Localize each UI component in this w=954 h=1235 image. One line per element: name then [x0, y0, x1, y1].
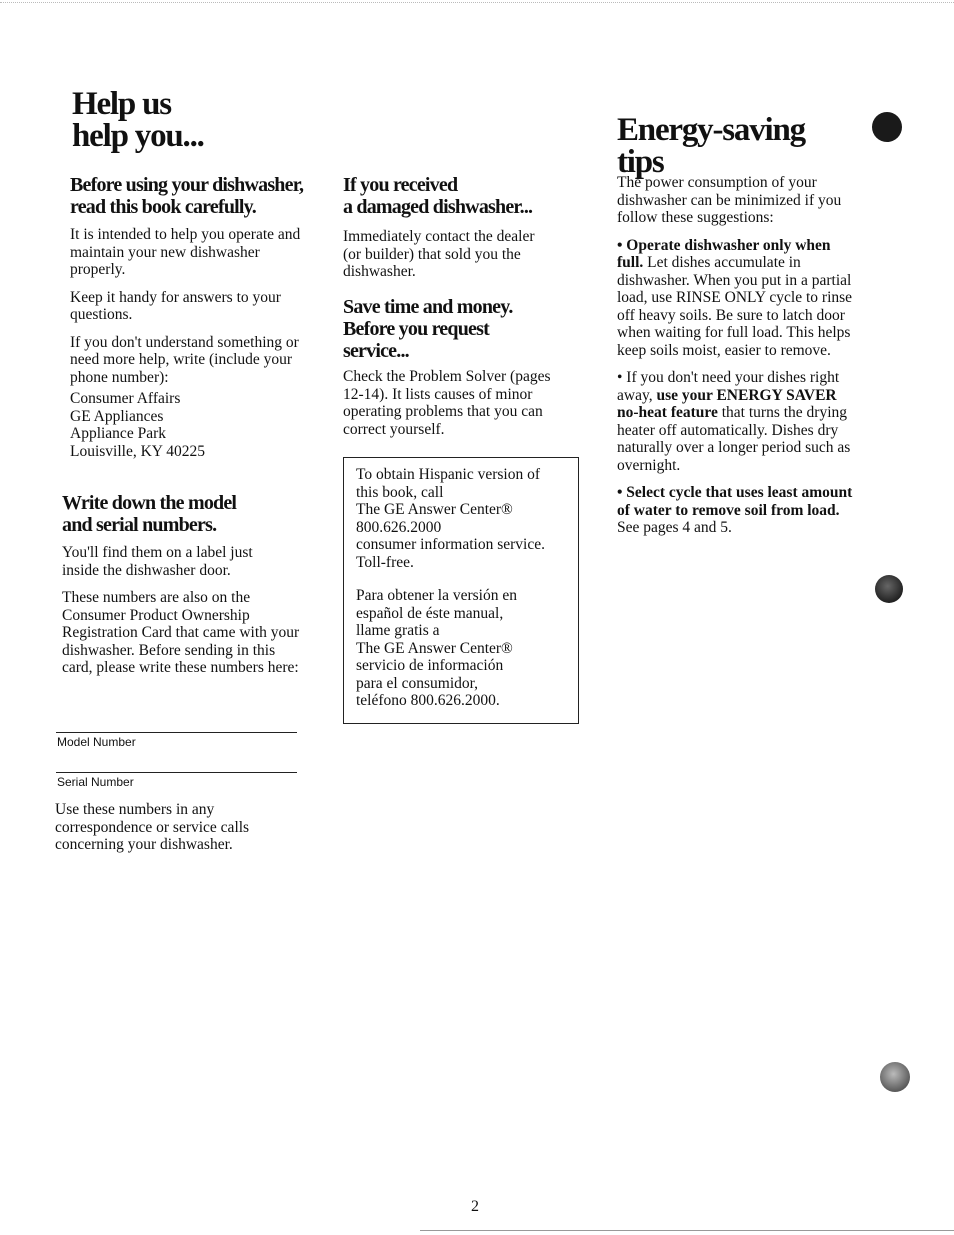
model-number-line	[56, 732, 297, 733]
serial-number-line	[56, 772, 297, 773]
box-en-line2: this book, call	[356, 483, 444, 501]
box-en-line3: The GE Answer Center®	[356, 501, 513, 518]
box-es-line1: Para obtener la versión en	[356, 587, 517, 604]
box-es-line7: teléfono 800.626.2000.	[356, 692, 500, 709]
energy-intro: The power consumption of your dishwasher can be minimized if you follow these suggestions:	[617, 174, 842, 226]
damaged-p1: Immediately contact the dealer (or builder) that sold you the dishwasher.	[343, 228, 535, 280]
energy-tip-2-pre: • If you don't need your dishes right away,	[617, 369, 840, 404]
energy-tips-title: Energy-saving tips	[617, 112, 805, 180]
closing-paragraph: Use these numbers in any correspondence or service calls concerning your dishwasher.	[55, 801, 250, 853]
heading-before-using-line1: Before using your dishwasher,	[70, 174, 304, 196]
address-line-4: Louisville, KY 40225	[70, 442, 206, 460]
left-title-line2: help you...	[72, 118, 204, 154]
heading-save-time-line3: service...	[343, 340, 409, 362]
binder-hole-icon	[875, 575, 903, 603]
before-using-p1: It is intended to help you operate and maintain your new dishwasher properly.	[70, 226, 301, 278]
middle-section-damaged	[343, 174, 583, 291]
hispanic-english-text	[356, 466, 566, 571]
address-line-2: GE Appliances	[70, 407, 164, 425]
energy-tips-content	[617, 174, 853, 547]
energy-tip-2-bold: use your ENERGY SAVER no-heat feature	[617, 386, 837, 421]
box-es-line6: para el consumidor,	[356, 674, 479, 692]
hispanic-spanish-text	[356, 587, 566, 710]
box-en-line6: Toll-free.	[356, 553, 414, 571]
box-en-line5: consumer information service.	[356, 536, 545, 553]
left-section-write-down	[62, 492, 312, 687]
left-section-before-using	[70, 174, 332, 460]
address-line-1: Consumer Affairs	[70, 390, 181, 407]
middle-section-save-time	[343, 296, 583, 448]
energy-tip-1-text: Let dishes accumulate in dishwasher. When you put in a partial load, use RINSE ONLY cycle to rinse off heavy soils. Be sure to latch door when waiting for full load. This helps keep soils moist, easier to remove.	[617, 254, 853, 359]
energy-tip-3-bold: • Select cycle that uses least amount of water to remove soil from load.	[617, 484, 853, 519]
heading-damaged-line2: a damaged dishwasher...	[343, 196, 533, 218]
energy-tip-3	[617, 484, 853, 537]
write-down-p2: These numbers are also on the Consumer Product Ownership Registration Card that came with your dishwasher. Before sending in this card, please write these numbers here:	[62, 589, 300, 676]
scan-edge	[0, 2, 954, 3]
heading-save-time-line1: Save time and money.	[343, 296, 513, 318]
energy-tip-1-bold: • Operate dishwasher only when full.	[617, 236, 831, 271]
heading-damaged-line1: If you received	[343, 174, 458, 196]
box-es-line4: The GE Answer Center®	[356, 639, 513, 657]
energy-tip-3-text: See pages 4 and 5.	[617, 519, 732, 536]
box-es-line2: español de éste manual,	[356, 604, 504, 622]
heading-before-using-line2: read this book carefully.	[70, 196, 256, 218]
box-en-line1: To obtain Hispanic version of	[356, 466, 541, 483]
consumer-affairs-address	[70, 390, 332, 460]
left-title-line1: Help us	[72, 86, 171, 122]
heading-write-down-line1: Write down the model	[62, 492, 237, 514]
left-title	[72, 88, 332, 152]
write-down-p1: You'll find them on a label just inside the dishwasher door.	[62, 544, 253, 579]
model-number-label: Model Number	[57, 735, 136, 749]
energy-tip-1	[617, 237, 853, 360]
heading-save-time-line2: Before you request	[343, 318, 489, 340]
hispanic-version-box	[343, 457, 579, 724]
before-using-p2: Keep it handy for answers to your questions.	[70, 288, 281, 323]
heading-write-down-line2: and serial numbers.	[62, 514, 217, 536]
binder-hole-icon	[880, 1062, 910, 1092]
save-time-p1: Check the Problem Solver (pages 12-14). It lists causes of minor operating problems that you can correct yourself.	[343, 368, 551, 438]
serial-number-label: Serial Number	[57, 775, 134, 789]
bullet-dot-icon	[872, 112, 902, 142]
before-using-p3: If you don't understand something or need more help, write (include your phone number):	[70, 333, 299, 386]
box-en-line4: 800.626.2000	[356, 518, 442, 536]
energy-tip-2-text: that turns the drying heater off automatically. Dishes dry naturally over a longer period such as overnight.	[617, 404, 851, 474]
box-es-line3: llame gratis a	[356, 622, 440, 639]
scan-edge-bottom	[420, 1230, 954, 1231]
energy-tip-2	[617, 369, 853, 474]
box-es-line5: servicio de información	[356, 657, 504, 674]
address-line-3: Appliance Park	[70, 425, 166, 442]
page-number: 2	[471, 1198, 479, 1215]
